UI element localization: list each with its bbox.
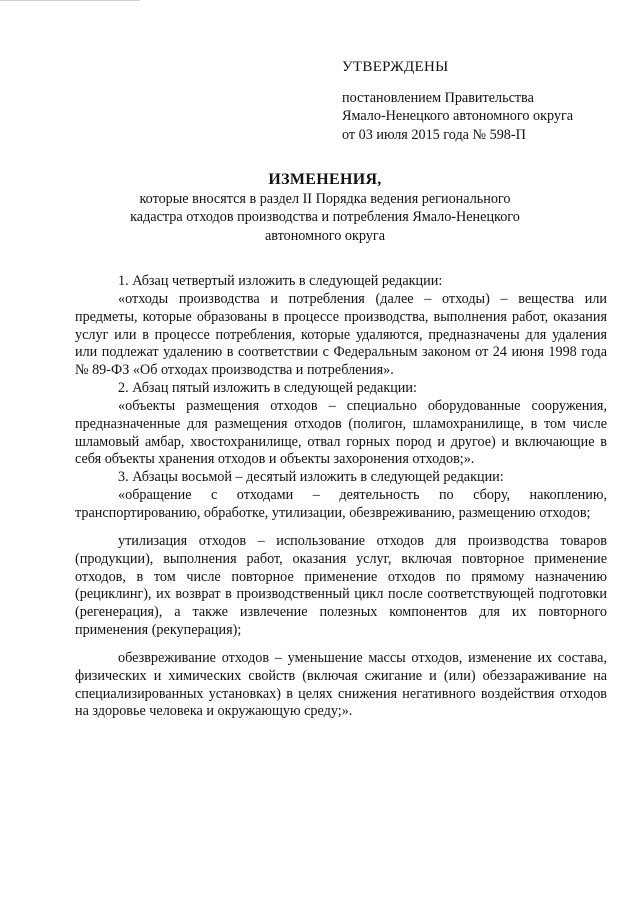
- body-paragraph: «объекты размещения отходов – специально оборудованные сооружения, предназначенные для размещения отходов (полигон, шламохранилище, в том числе шламовый амбар, хвостохранилище, отвал горных пород и другое) и включающие в себя объекты хранения отходов и объекты захоронения отходов;».: [75, 397, 607, 468]
- approval-line-2: Ямало-Ненецкого автономного округа: [342, 108, 574, 124]
- body-paragraph: обезвреживание отходов – уменьшение массы отходов, изменение их состава, физических и химических свойств (включая сжигание и (или) обеззараживание на специализированных установках) в целях снижения негативного воздействия отходов на здоровье человека и окружающую среду;».: [75, 649, 607, 720]
- body-paragraph: утилизация отходов – использование отходов для производства товаров (продукции), выполнения работ, оказания услуг, включая повторное применение отходов, в том числе повторное применение отходов по прямому назначению (рециклинг), их возврат в производственный цикл после соответствующей подготовки (регенерация), а также извлечение полезных компонентов для их повторного применения (рекуперация);: [75, 532, 607, 639]
- document-title: ИЗМЕНЕНИЯ,: [268, 171, 382, 188]
- body-paragraph: 1. Абзац четвертый изложить в следующей редакции:: [118, 273, 443, 289]
- document-subtitle-line-3: автономного округа: [264, 227, 386, 244]
- body-paragraph: 2. Абзац пятый изложить в следующей редакции:: [118, 380, 417, 397]
- document-body: [75, 273, 607, 721]
- approval-line-1: постановлением Правительства: [342, 89, 534, 106]
- body-paragraph: «отходы производства и потребления (далее – отходы) – вещества или предметы, которые образованы в процессе производства, выполнения работ, оказания услуг или в процессе потребления, которые удаляются, предназначены для удаления или подлежат удалению в соответствии с Федеральным законом от 24 июня 1998 года № 89-ФЗ «Об отходах производства и потребления».: [75, 290, 607, 379]
- body-paragraph: 3. Абзацы восьмой – десятый изложить в следующей редакции:: [118, 469, 504, 486]
- body-paragraph: «обращение с отходами – деятельность по сбору, накоплению, транспортированию, обработке, утилизации, обезвреживанию, размещению отходов;: [75, 487, 607, 521]
- document-heading: [80, 170, 570, 245]
- approval-title: УТВЕРЖДЕНЫ: [342, 59, 449, 75]
- document-subtitle-line-1: которые вносятся в раздел II Порядка ведения регионального: [139, 191, 511, 207]
- approval-block: [342, 58, 622, 144]
- scan-edge-mark: [0, 0, 140, 4]
- approval-line-3: от 03 июля 2015 года № 598-П: [342, 126, 526, 143]
- document-subtitle-line-2: кадастра отходов производства и потребления Ямало-Ненецкого: [130, 209, 520, 226]
